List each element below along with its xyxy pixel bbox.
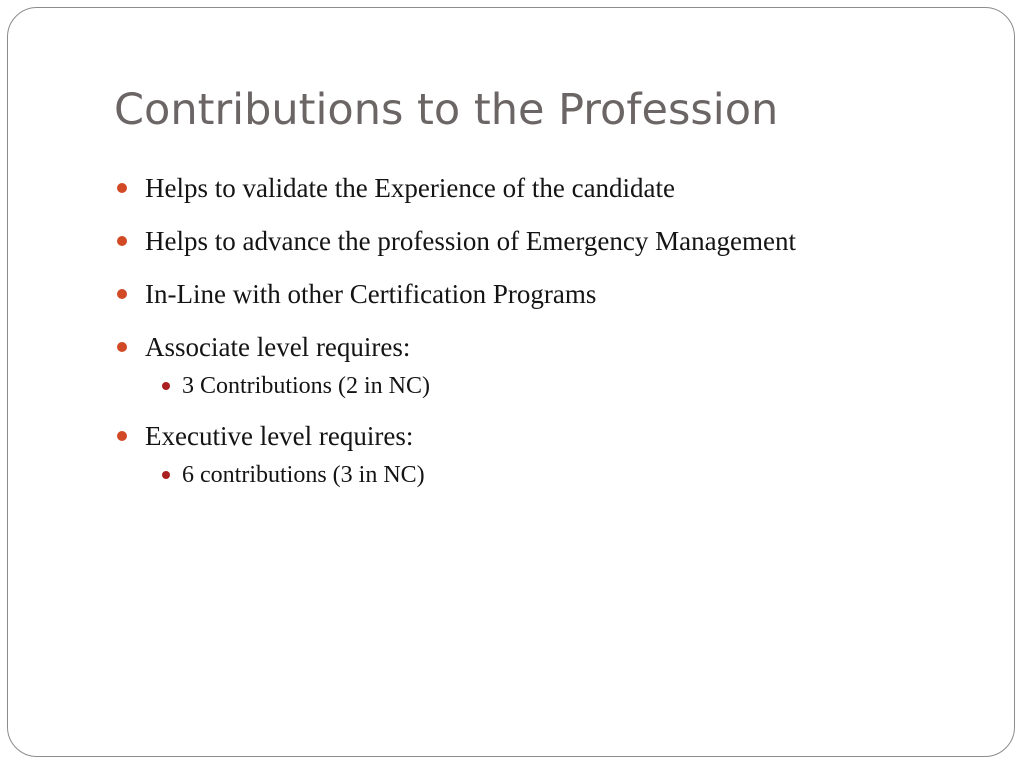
bullet-text: Associate level requires:	[145, 332, 411, 362]
sub-bullet-item	[114, 460, 994, 490]
bullet-marker-icon	[117, 289, 127, 299]
sub-bullet-text: 6 contributions (3 in NC)	[182, 462, 425, 488]
sub-bullet-marker-icon	[162, 471, 170, 479]
bullet-text: Executive level requires:	[145, 421, 414, 451]
bullet-item	[114, 223, 994, 259]
bullet-text: Helps to validate the Experience of the candidate	[145, 173, 676, 203]
sub-bullet-list	[114, 460, 994, 490]
bullet-marker-icon	[117, 236, 127, 246]
bullet-list	[114, 170, 994, 507]
bullet-marker-icon	[117, 183, 127, 193]
bullet-text: Helps to advance the profession of Emergency Management	[145, 226, 797, 256]
bullet-item	[114, 418, 994, 490]
bullet-text: In-Line with other Certification Programs	[145, 279, 597, 309]
sub-bullet-item	[114, 371, 994, 401]
bullet-marker-icon	[117, 431, 127, 441]
sub-bullet-text: 3 Contributions (2 in NC)	[182, 373, 431, 399]
bullet-item	[114, 329, 994, 401]
bullet-item	[114, 170, 994, 206]
slide-frame	[7, 7, 1015, 757]
sub-bullet-marker-icon	[162, 382, 170, 390]
bullet-marker-icon	[117, 342, 127, 352]
bullet-item	[114, 276, 994, 312]
sub-bullet-list	[114, 371, 994, 401]
slide-title: Contributions to the Profession	[114, 85, 779, 135]
